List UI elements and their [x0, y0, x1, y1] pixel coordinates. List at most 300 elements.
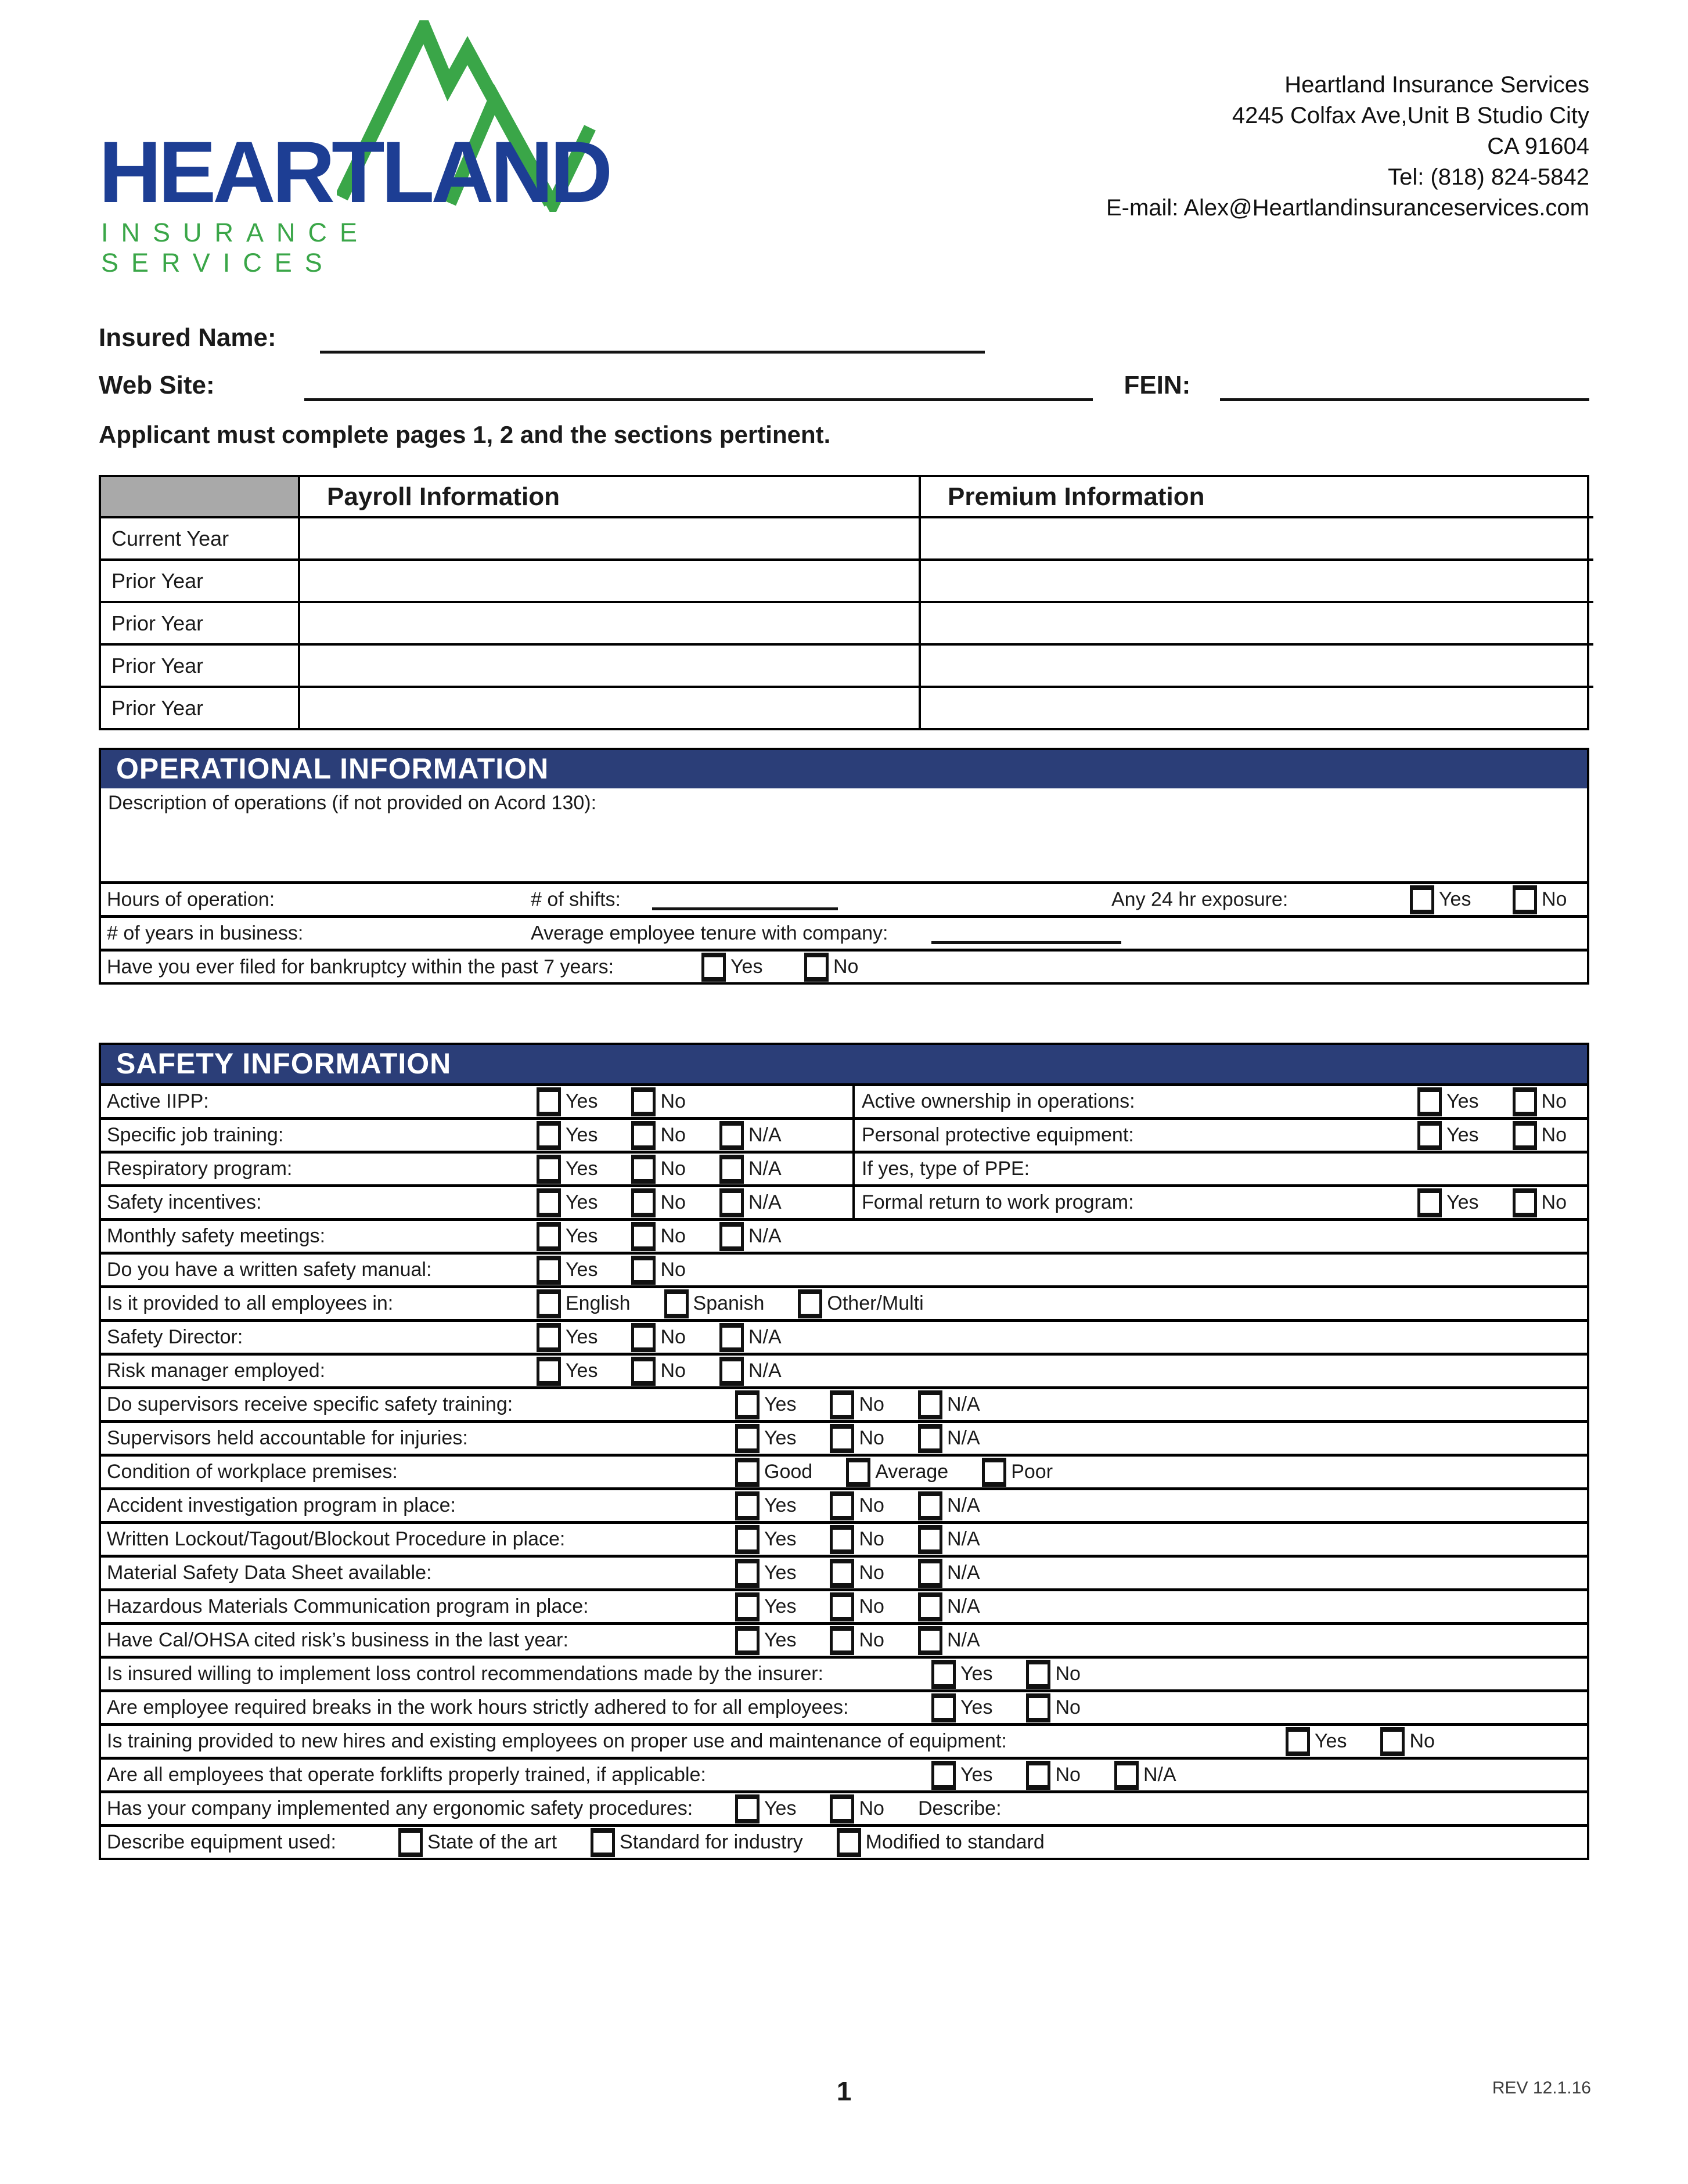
- safety-checkbox[interactable]: [631, 1188, 656, 1217]
- safety-option: [1026, 1693, 1080, 1722]
- safety-checkbox[interactable]: [735, 1525, 760, 1554]
- safety-checkbox[interactable]: [830, 1491, 854, 1520]
- safety-option: [537, 1323, 598, 1352]
- option-label: Yes: [960, 1696, 993, 1718]
- option-label: Yes: [764, 1629, 797, 1651]
- safety-row: [101, 1218, 1587, 1252]
- describe-label: Describe:: [917, 1797, 1002, 1819]
- safety-option: [735, 1525, 796, 1554]
- safety-checkbox[interactable]: [719, 1323, 744, 1352]
- option-label: Yes: [764, 1797, 797, 1819]
- safety-checkbox[interactable]: [735, 1794, 760, 1823]
- safety-question-label: Is insured willing to implement loss control recommendations made by the insurer:: [107, 1663, 823, 1685]
- option-label: No: [660, 1326, 686, 1348]
- safety-option: [918, 1491, 980, 1520]
- year-row-label: Current Year: [101, 516, 298, 558]
- payroll-input-cell[interactable]: [298, 516, 919, 558]
- option-label: State of the art: [427, 1831, 557, 1853]
- fein-label: FEIN:: [1124, 371, 1191, 399]
- safety-option: [830, 1592, 884, 1621]
- safety-question-label: Active ownership in operations:: [862, 1090, 1135, 1112]
- safety-option: [631, 1256, 685, 1285]
- safety-checkbox[interactable]: [537, 1155, 561, 1184]
- safety-option: [1417, 1087, 1478, 1116]
- safety-row-right-cell: [855, 1086, 1587, 1117]
- safety-rows-container: [101, 1083, 1587, 1858]
- safety-checkbox[interactable]: [719, 1357, 744, 1386]
- safety-checkbox[interactable]: [918, 1559, 942, 1588]
- safety-checkbox[interactable]: [918, 1525, 942, 1554]
- option-group: [1417, 1087, 1567, 1116]
- bankruptcy-label: Have you ever filed for bankruptcy within the past 7 years:: [107, 956, 614, 978]
- safety-row-right-cell: [855, 1154, 1587, 1184]
- safety-option: [1513, 1188, 1567, 1217]
- payroll-input-cell[interactable]: [298, 643, 919, 686]
- option-label: N/A: [946, 1528, 980, 1550]
- contact-company-name: Heartland Insurance Services: [1284, 72, 1589, 98]
- safety-checkbox[interactable]: [631, 1357, 656, 1386]
- operational-section-header: OPERATIONAL INFORMATION: [101, 750, 1587, 788]
- safety-question-label: Respiratory program:: [107, 1158, 293, 1180]
- option-label: No: [1541, 1124, 1567, 1146]
- safety-checkbox[interactable]: [1026, 1693, 1050, 1722]
- safety-option: [631, 1087, 685, 1116]
- year-row-label: Prior Year: [101, 601, 298, 643]
- option-label: No: [859, 1494, 884, 1516]
- safety-question-label: Is training provided to new hires and existing employees on proper use and maintenance of equipment:: [107, 1730, 1007, 1752]
- safety-checkbox[interactable]: [591, 1828, 615, 1857]
- safety-option: [830, 1491, 884, 1520]
- safety-row: [101, 1454, 1587, 1487]
- option-label: Yes: [960, 1663, 993, 1685]
- option-label: No: [859, 1629, 884, 1651]
- option-label: N/A: [946, 1393, 980, 1415]
- safety-row: [101, 1319, 1587, 1353]
- contact-address: 4245 Colfax Ave,Unit B Studio City: [1232, 103, 1589, 128]
- years-in-business-row: [101, 915, 1587, 949]
- safety-question-label: Is it provided to all employees in:: [107, 1292, 394, 1314]
- safety-checkbox[interactable]: [982, 1458, 1006, 1487]
- safety-checkbox[interactable]: [830, 1424, 854, 1453]
- safety-checkbox[interactable]: [1380, 1727, 1405, 1756]
- contact-email: E-mail: Alex@Heartlandinsuranceservices.com: [1106, 195, 1589, 221]
- option-label: No: [1541, 1191, 1567, 1213]
- safety-option: [631, 1188, 685, 1217]
- shifts-input-line[interactable]: [652, 884, 838, 910]
- safety-row: [101, 1252, 1587, 1285]
- safety-checkbox[interactable]: [631, 1323, 656, 1352]
- safety-checkbox[interactable]: [664, 1289, 689, 1318]
- safety-question-label: Have Cal/OHSA cited risk’s business in the last year:: [107, 1629, 568, 1651]
- safety-option: [830, 1626, 884, 1655]
- safety-row: [101, 1184, 1587, 1218]
- option-label: N/A: [946, 1595, 980, 1617]
- option-label: No: [660, 1158, 686, 1180]
- safety-option: [735, 1491, 796, 1520]
- safety-checkbox[interactable]: [837, 1828, 861, 1857]
- safety-checkbox[interactable]: [1513, 1121, 1537, 1150]
- hours-label: Hours of operation:: [107, 888, 275, 910]
- safety-option: [631, 1155, 685, 1184]
- safety-checkbox[interactable]: [537, 1323, 561, 1352]
- safety-row: [101, 1622, 1587, 1656]
- exposure-no-checkbox[interactable]: [1513, 885, 1537, 914]
- option-label: Average: [875, 1461, 949, 1483]
- safety-row: [101, 1285, 1587, 1319]
- safety-checkbox[interactable]: [931, 1693, 956, 1722]
- exposure-label: Any 24 hr exposure:: [1111, 888, 1289, 910]
- safety-checkbox[interactable]: [537, 1222, 561, 1251]
- safety-option: [931, 1761, 992, 1790]
- safety-row: [101, 1824, 1587, 1858]
- safety-checkbox[interactable]: [830, 1592, 854, 1621]
- safety-option: [1513, 1087, 1567, 1116]
- company-contact-block: [1106, 70, 1589, 224]
- safety-option: [1380, 1727, 1434, 1756]
- safety-option: [735, 1559, 796, 1588]
- safety-checkbox[interactable]: [719, 1222, 744, 1251]
- safety-option: [918, 1424, 980, 1453]
- safety-question-label: Has your company implemented any ergonomic safety procedures:: [107, 1797, 693, 1819]
- safety-checkbox[interactable]: [830, 1525, 854, 1554]
- safety-checkbox[interactable]: [1513, 1087, 1537, 1116]
- safety-option: [1026, 1660, 1080, 1689]
- safety-checkbox[interactable]: [735, 1626, 760, 1655]
- safety-option: [537, 1087, 598, 1116]
- safety-checkbox[interactable]: [1417, 1188, 1442, 1217]
- option-label: Yes: [960, 1764, 993, 1786]
- safety-option: [537, 1222, 598, 1251]
- safety-checkbox[interactable]: [918, 1592, 942, 1621]
- safety-checkbox[interactable]: [537, 1188, 561, 1217]
- safety-checkbox[interactable]: [719, 1155, 744, 1184]
- bankruptcy-yes-option: [701, 953, 762, 982]
- safety-option: [537, 1357, 598, 1386]
- safety-row: [101, 1353, 1587, 1386]
- safety-option: [398, 1828, 557, 1857]
- safety-option: [735, 1794, 796, 1823]
- option-label: Yes: [566, 1090, 598, 1112]
- safety-checkbox[interactable]: [735, 1458, 760, 1487]
- option-label: No: [859, 1427, 884, 1449]
- option-label: N/A: [748, 1191, 782, 1213]
- safety-checkbox[interactable]: [1286, 1727, 1310, 1756]
- safety-question-label: Supervisors held accountable for injuries:: [107, 1427, 468, 1449]
- safety-checkbox[interactable]: [798, 1289, 822, 1318]
- option-label: No: [859, 1562, 884, 1584]
- safety-option: [830, 1424, 884, 1453]
- option-label: Yes: [764, 1528, 797, 1550]
- option-label: No: [859, 1595, 884, 1617]
- safety-checkbox[interactable]: [537, 1121, 561, 1150]
- safety-checkbox[interactable]: [735, 1424, 760, 1453]
- bankruptcy-yes-checkbox[interactable]: [701, 953, 726, 982]
- payroll-input-cell[interactable]: [298, 686, 919, 728]
- option-label: Yes: [1446, 1191, 1479, 1213]
- premium-input-cell[interactable]: [919, 601, 1593, 643]
- option-label: Yes: [566, 1225, 598, 1247]
- safety-option: [735, 1390, 796, 1419]
- exposure-no-option: [1513, 885, 1567, 914]
- contact-phone: Tel: (818) 824-5842: [1388, 164, 1589, 190]
- option-label: Yes: [1439, 888, 1471, 910]
- safety-checkbox[interactable]: [1417, 1087, 1442, 1116]
- safety-option: [1286, 1727, 1347, 1756]
- safety-option: [830, 1559, 884, 1588]
- safety-row: [101, 1555, 1587, 1588]
- safety-option: [1417, 1121, 1478, 1150]
- safety-question-label: Are all employees that operate forklifts properly trained, if applicable:: [107, 1764, 706, 1786]
- safety-option: [719, 1323, 782, 1352]
- safety-checkbox[interactable]: [631, 1222, 656, 1251]
- option-label: N/A: [946, 1494, 980, 1516]
- description-label: Description of operations (if not provided on Acord 130):: [108, 792, 597, 814]
- safety-option: [719, 1222, 782, 1251]
- safety-option: [846, 1458, 948, 1487]
- safety-section-header: SAFETY INFORMATION: [101, 1045, 1587, 1083]
- safety-option: [918, 1390, 980, 1419]
- safety-checkbox[interactable]: [918, 1390, 942, 1419]
- exposure-yes-option: [1410, 885, 1471, 914]
- option-label: No: [859, 1393, 884, 1415]
- option-label: Poor: [1011, 1461, 1053, 1483]
- safety-option: [830, 1390, 884, 1419]
- web-site-label: Web Site:: [99, 371, 215, 399]
- safety-option: [591, 1828, 803, 1857]
- option-label: N/A: [748, 1124, 782, 1146]
- safety-option: [631, 1121, 685, 1150]
- safety-option: [735, 1424, 796, 1453]
- safety-option: [537, 1256, 598, 1285]
- safety-checkbox[interactable]: [735, 1491, 760, 1520]
- safety-checkbox[interactable]: [719, 1188, 744, 1217]
- safety-checkbox[interactable]: [918, 1491, 942, 1520]
- premium-input-cell[interactable]: [919, 643, 1593, 686]
- safety-option: [918, 1559, 980, 1588]
- safety-row: [101, 1151, 1587, 1184]
- safety-checkbox[interactable]: [735, 1592, 760, 1621]
- option-label: No: [660, 1124, 686, 1146]
- option-label: Yes: [764, 1595, 797, 1617]
- safety-question-label: Condition of workplace premises:: [107, 1461, 398, 1483]
- shifts-label: # of shifts:: [531, 888, 621, 910]
- safety-checkbox[interactable]: [631, 1256, 656, 1285]
- revision-label: REV 12.1.16: [1492, 2078, 1591, 2097]
- option-label: N/A: [946, 1427, 980, 1449]
- safety-checkbox[interactable]: [537, 1357, 561, 1386]
- safety-option: [664, 1289, 765, 1318]
- safety-question-label: Formal return to work program:: [862, 1191, 1134, 1213]
- safety-question-label: Do supervisors receive specific safety training:: [107, 1393, 513, 1415]
- safety-checkbox[interactable]: [631, 1087, 656, 1116]
- option-label: No: [1542, 888, 1567, 910]
- option-label: English: [566, 1292, 631, 1314]
- option-label: Yes: [730, 956, 763, 978]
- safety-checkbox[interactable]: [1513, 1188, 1537, 1217]
- safety-checkbox[interactable]: [931, 1660, 956, 1689]
- safety-option: [719, 1188, 782, 1217]
- web-site-input-line[interactable]: [304, 374, 1093, 401]
- option-label: Yes: [566, 1326, 598, 1348]
- option-label: Yes: [1315, 1730, 1347, 1752]
- safety-option: [1417, 1188, 1478, 1217]
- page-footer: [0, 2075, 1688, 2110]
- safety-checkbox[interactable]: [1026, 1660, 1050, 1689]
- safety-checkbox[interactable]: [537, 1256, 561, 1285]
- option-label: Modified to standard: [865, 1831, 1045, 1853]
- safety-option: [735, 1592, 796, 1621]
- safety-option: [1513, 1121, 1567, 1150]
- option-label: Good: [764, 1461, 813, 1483]
- premium-column-header: Premium Information: [919, 477, 1593, 516]
- safety-option: [918, 1525, 980, 1554]
- years-label: # of years in business:: [107, 922, 304, 944]
- option-label: No: [1055, 1696, 1081, 1718]
- safety-question-label: Safety Director:: [107, 1326, 243, 1348]
- option-label: No: [859, 1528, 884, 1550]
- option-label: N/A: [748, 1326, 782, 1348]
- option-label: No: [660, 1360, 686, 1382]
- exposure-yes-checkbox[interactable]: [1410, 885, 1434, 914]
- intro-fields: [99, 322, 1589, 449]
- option-label: Other/Multi: [827, 1292, 924, 1314]
- bankruptcy-row: [101, 949, 1587, 982]
- safety-question-label: Active IIPP:: [107, 1090, 209, 1112]
- option-label: No: [859, 1797, 884, 1819]
- safety-question-label: If yes, type of PPE:: [862, 1158, 1030, 1180]
- safety-option: [537, 1188, 598, 1217]
- safety-option: [830, 1794, 884, 1823]
- option-label: N/A: [748, 1158, 782, 1180]
- safety-option: [735, 1458, 812, 1487]
- option-label: N/A: [946, 1629, 980, 1651]
- option-label: Yes: [566, 1124, 598, 1146]
- safety-option: [918, 1626, 980, 1655]
- safety-option: [837, 1828, 1045, 1857]
- option-label: No: [1409, 1730, 1435, 1752]
- premium-input-cell[interactable]: [919, 558, 1593, 601]
- safety-checkbox[interactable]: [918, 1626, 942, 1655]
- safety-question-label: Monthly safety meetings:: [107, 1225, 326, 1247]
- option-label: Standard for industry: [620, 1831, 803, 1853]
- option-label: No: [660, 1191, 686, 1213]
- safety-checkbox[interactable]: [830, 1559, 854, 1588]
- safety-row: [101, 1723, 1587, 1757]
- year-row-label: Prior Year: [101, 643, 298, 686]
- instruction-text: Applicant must complete pages 1, 2 and the sections pertinent.: [99, 421, 831, 448]
- option-label: Yes: [764, 1494, 797, 1516]
- option-label: N/A: [748, 1360, 782, 1382]
- safety-question-label: Written Lockout/Tagout/Blockout Procedure in place:: [107, 1528, 566, 1550]
- fein-input-line[interactable]: [1220, 374, 1589, 401]
- option-label: No: [1055, 1663, 1081, 1685]
- bankruptcy-no-checkbox[interactable]: [804, 953, 829, 982]
- option-label: No: [660, 1259, 686, 1281]
- safety-option: [719, 1155, 782, 1184]
- option-group: [1417, 1121, 1567, 1150]
- safety-row: [101, 1790, 1587, 1824]
- safety-option: [631, 1222, 685, 1251]
- description-of-operations-row: [101, 788, 1587, 881]
- option-label: No: [1541, 1090, 1567, 1112]
- option-label: No: [660, 1090, 686, 1112]
- safety-row: [101, 1656, 1587, 1689]
- safety-checkbox[interactable]: [1026, 1761, 1050, 1790]
- bankruptcy-no-option: [804, 953, 858, 982]
- safety-checkbox[interactable]: [931, 1761, 956, 1790]
- safety-row: [101, 1420, 1587, 1454]
- safety-checkbox[interactable]: [830, 1390, 854, 1419]
- safety-checkbox[interactable]: [1114, 1761, 1139, 1790]
- safety-checkbox[interactable]: [830, 1626, 854, 1655]
- safety-option: [537, 1155, 598, 1184]
- option-label: No: [833, 956, 859, 978]
- safety-question-label: Describe equipment used:: [107, 1831, 337, 1853]
- safety-checkbox[interactable]: [918, 1424, 942, 1453]
- operational-information-section: [99, 748, 1589, 985]
- safety-checkbox[interactable]: [537, 1087, 561, 1116]
- safety-checkbox[interactable]: [719, 1121, 744, 1150]
- option-label: Spanish: [693, 1292, 765, 1314]
- safety-option: [1026, 1761, 1080, 1790]
- safety-option: [719, 1121, 782, 1150]
- payroll-input-cell[interactable]: [298, 558, 919, 601]
- safety-checkbox[interactable]: [631, 1121, 656, 1150]
- safety-checkbox[interactable]: [846, 1458, 870, 1487]
- option-label: Yes: [764, 1427, 797, 1449]
- safety-question-label: Risk manager employed:: [107, 1360, 326, 1382]
- insured-name-input-line[interactable]: [320, 327, 985, 354]
- option-label: No: [660, 1225, 686, 1247]
- safety-checkbox[interactable]: [631, 1155, 656, 1184]
- safety-question-label: Specific job training:: [107, 1124, 284, 1146]
- table-corner-cell: [101, 477, 298, 516]
- safety-option: [931, 1693, 992, 1722]
- payroll-premium-table: [99, 475, 1589, 730]
- safety-checkbox[interactable]: [398, 1828, 423, 1857]
- safety-question-label: Do you have a written safety manual:: [107, 1259, 432, 1281]
- premium-input-cell[interactable]: [919, 686, 1593, 728]
- safety-row-right-cell: [855, 1187, 1587, 1218]
- safety-checkbox[interactable]: [1417, 1121, 1442, 1150]
- safety-checkbox[interactable]: [735, 1559, 760, 1588]
- safety-option: [631, 1323, 685, 1352]
- safety-option: [830, 1525, 884, 1554]
- logo-wordmark: HEARTLAND: [99, 123, 610, 221]
- payroll-input-cell[interactable]: [298, 601, 919, 643]
- option-label: No: [1055, 1764, 1081, 1786]
- safety-row: [101, 1386, 1587, 1420]
- safety-question-label: Hazardous Materials Communication program in place:: [107, 1595, 589, 1617]
- safety-row: [101, 1757, 1587, 1790]
- option-label: Yes: [566, 1158, 598, 1180]
- safety-checkbox[interactable]: [537, 1289, 561, 1318]
- safety-option: [1114, 1761, 1176, 1790]
- tenure-input-line[interactable]: [931, 917, 1121, 944]
- option-label: Yes: [566, 1259, 598, 1281]
- safety-checkbox[interactable]: [735, 1390, 760, 1419]
- safety-option: [798, 1289, 923, 1318]
- premium-input-cell[interactable]: [919, 516, 1593, 558]
- safety-checkbox[interactable]: [830, 1794, 854, 1823]
- logo-subtitle: INSURANCE SERVICES: [101, 218, 370, 277]
- safety-option: [631, 1357, 685, 1386]
- option-label: Yes: [566, 1191, 598, 1213]
- safety-option: [719, 1357, 782, 1386]
- option-label: N/A: [946, 1562, 980, 1584]
- description-input-area[interactable]: [101, 817, 1587, 881]
- safety-option: [537, 1121, 598, 1150]
